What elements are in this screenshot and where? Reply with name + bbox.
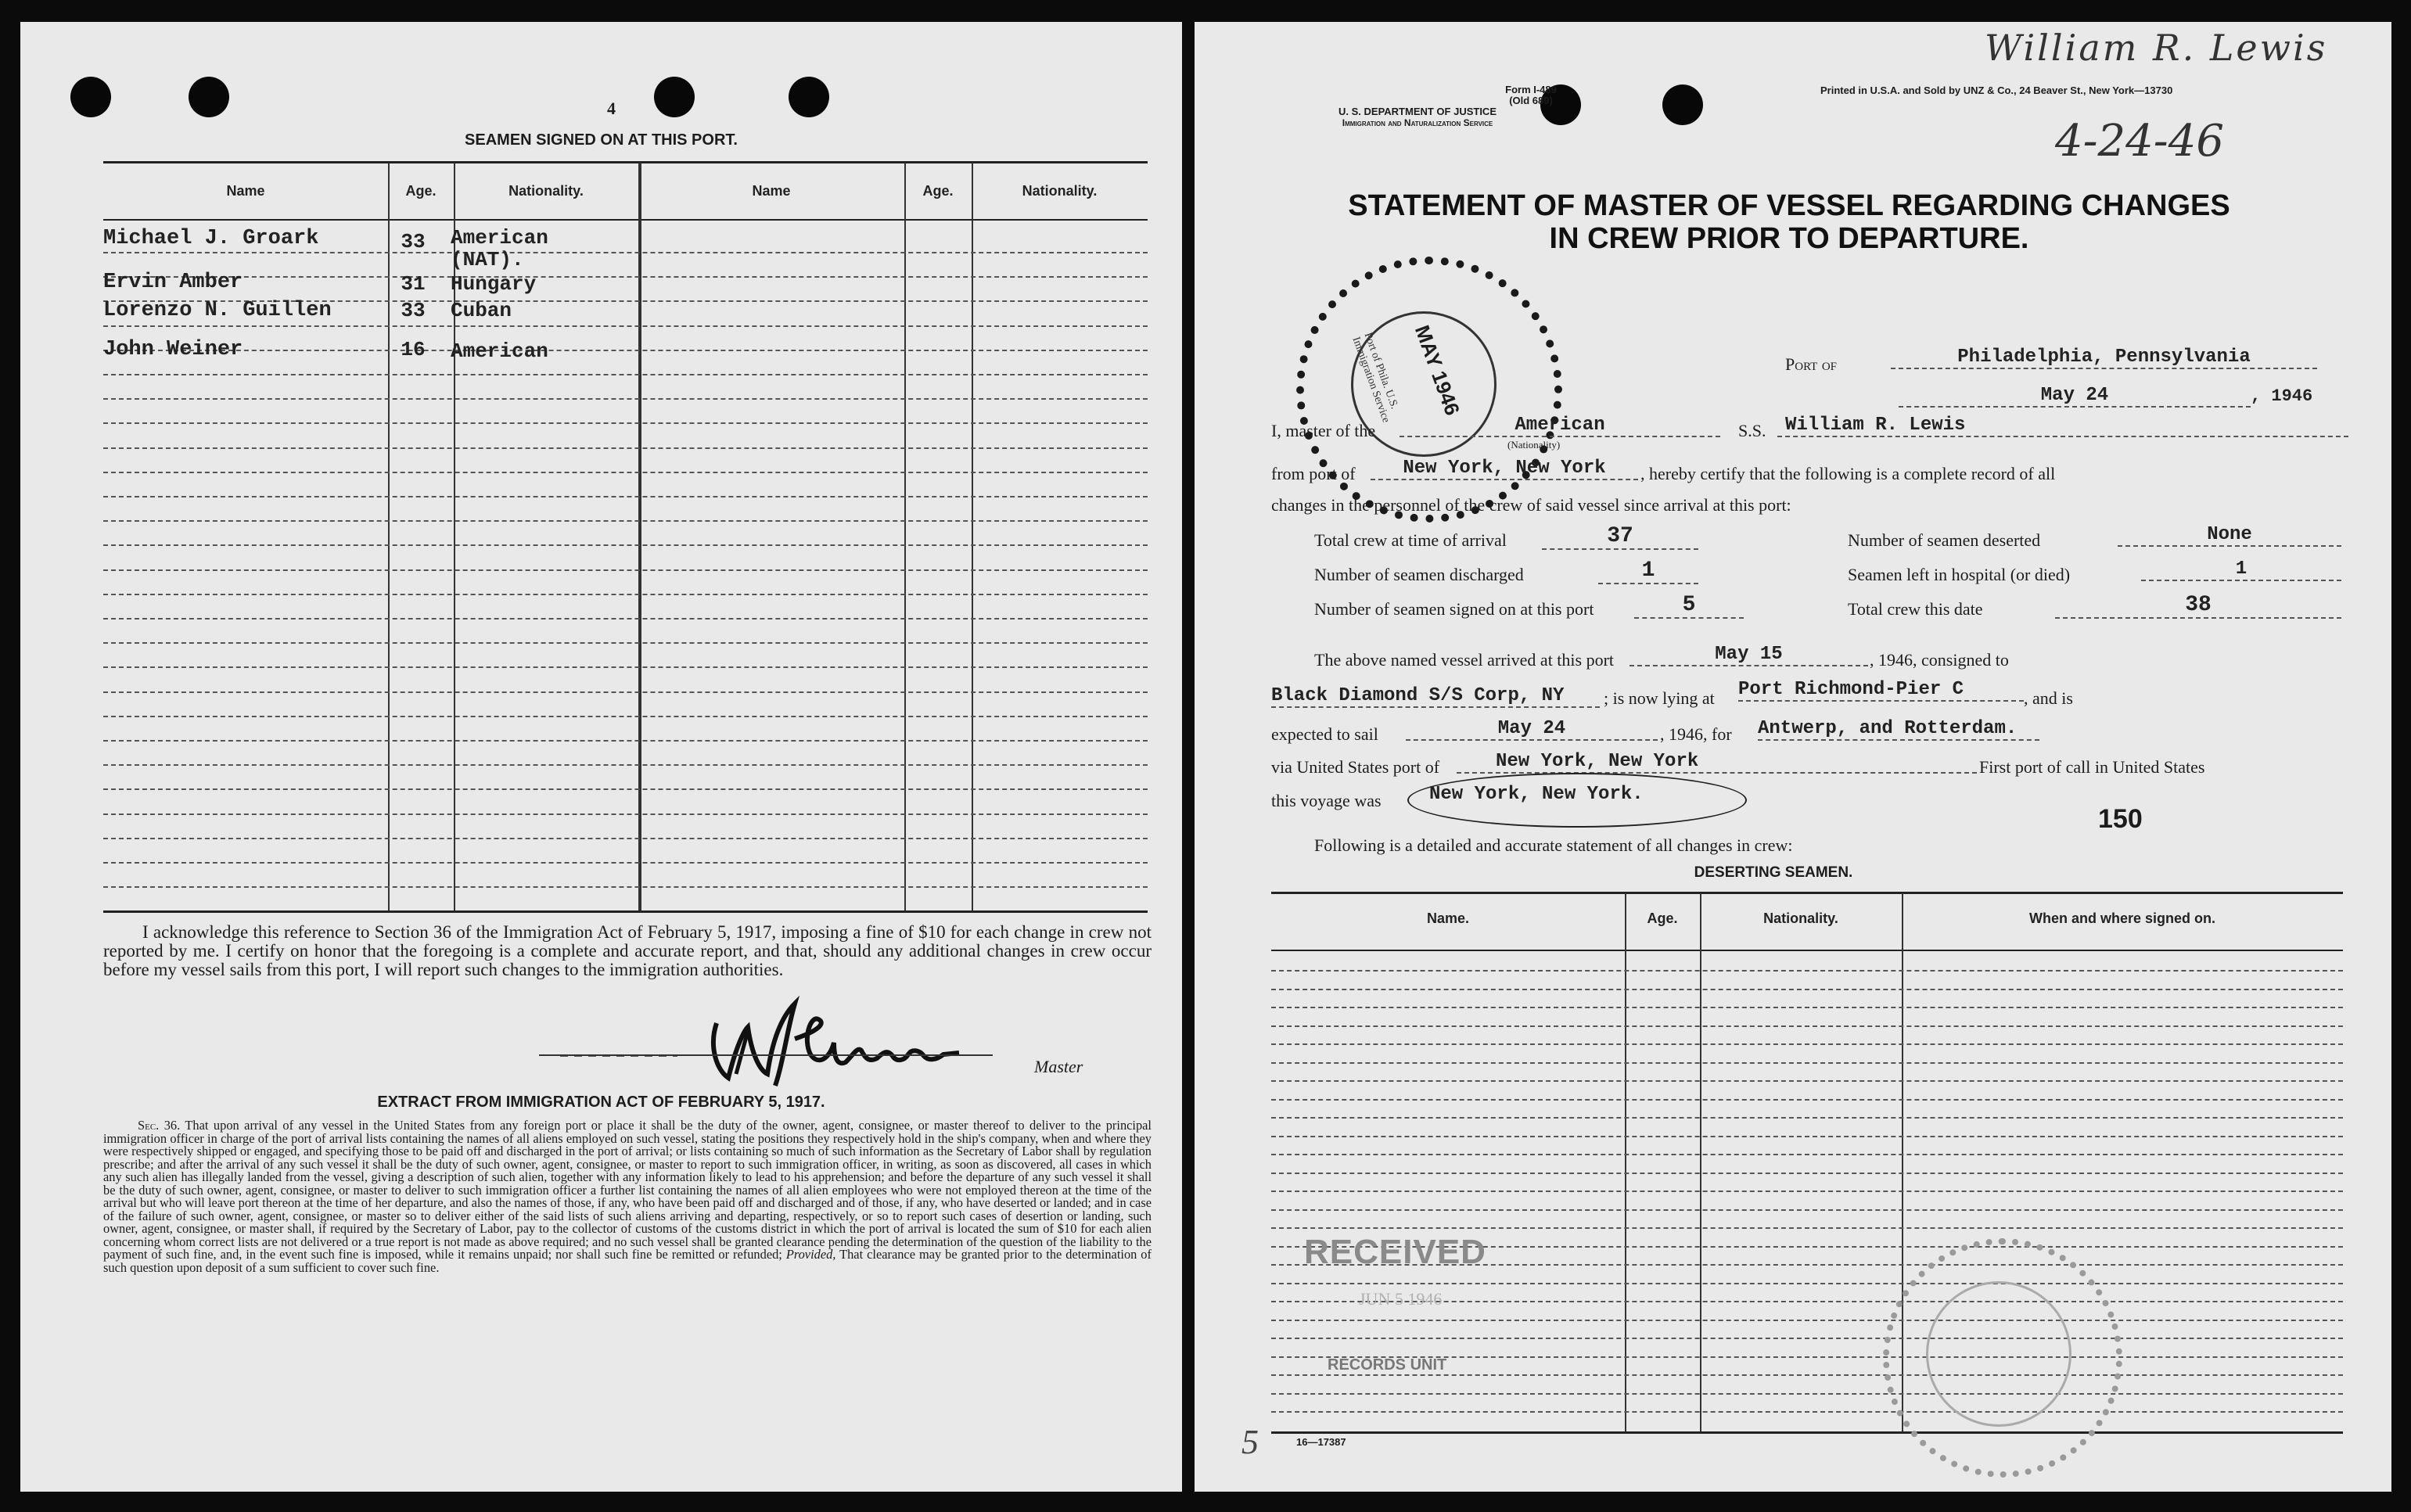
stat-value: 1 [2141, 558, 2341, 581]
col-nationality: Nationality. [508, 183, 584, 199]
ruling-line [1271, 1080, 2343, 1082]
punch-hole [789, 77, 829, 117]
extract-title: EXTRACT FROM IMMIGRATION ACT OF FEBRUARY 5, 1917. [377, 1094, 825, 1111]
arrived-year: , 1946, consigned to [1870, 650, 2009, 670]
handwritten-vessel-name: William R. Lewis [1985, 27, 2328, 69]
stat-label: Total crew this date [1848, 599, 1983, 619]
stat-label: Number of seamen signed on at this port [1314, 599, 1594, 619]
extract-section: Sec. 36. [138, 1118, 181, 1133]
stat-label: Seamen left in hospital (or died) [1848, 565, 2071, 584]
changes-text: changes in the personnel of the crew of said vessel since arrival at this port: [1271, 495, 1791, 515]
ruling-line [103, 472, 1148, 473]
ruling-line [103, 740, 1148, 742]
master-label: Master [1034, 1057, 1083, 1076]
extract-body [103, 1119, 1152, 1274]
expected-label: expected to sail [1271, 724, 1378, 744]
col-divider [1625, 893, 1626, 1431]
stat-value: None [2118, 524, 2341, 547]
ruling-line [103, 788, 1148, 790]
ruling-line [1271, 1338, 2343, 1339]
ruling-line [1271, 1411, 2343, 1413]
punch-hole [1662, 84, 1703, 125]
row-name: John Weiner [103, 338, 243, 361]
desert-col-name: Name. [1426, 910, 1470, 926]
row-name: Ervin Amber [103, 271, 243, 294]
header-rule [103, 219, 1148, 221]
ruling-line [1271, 1393, 2343, 1395]
form-title-line1: STATEMENT OF MASTER OF VESSEL REGARDING CHANGES [1348, 189, 2230, 222]
voyage-label: this voyage was [1271, 791, 1382, 810]
ruling-line [103, 447, 1148, 449]
ruling-line [103, 569, 1148, 571]
nationality-value: American [1400, 415, 1720, 437]
consignee-value: Black Diamond S/S Corp, NY [1271, 685, 1600, 708]
service: Immigration and Naturalization Service [1342, 117, 1493, 128]
ruling-line [1271, 1191, 2343, 1192]
row-nationality: American (NAT). [451, 226, 548, 271]
department: U. S. DEPARTMENT OF JUSTICE [1338, 106, 1497, 117]
stat-label: Number of seamen deserted [1848, 530, 2041, 550]
col-nationality-2: Nationality. [1022, 183, 1098, 199]
ruling-line [1271, 1062, 2343, 1064]
ruling-line [103, 642, 1148, 644]
table-top-rule [103, 161, 1148, 163]
form-old: (Old 689) [1509, 95, 1553, 106]
col-age-2: Age. [922, 183, 954, 199]
extract-tail: That clearance may be granted prior to the determination of such question upon deposit of a sum sufficient to cover such fine. [103, 1247, 1152, 1275]
ruling-line [103, 764, 1148, 766]
stamp-date: MAY 1946 [1410, 321, 1465, 418]
desert-bottom-rule [1271, 1431, 2343, 1434]
deserting-title: DESERTING SEAMEN. [1694, 864, 1853, 881]
stat-value: 5 [1634, 593, 1744, 619]
desert-col-age: Age. [1647, 910, 1678, 926]
ruling-line [103, 838, 1148, 839]
destination-value: Antwerp, and Rotterdam. [1758, 718, 2039, 741]
ruling-line [1271, 1007, 2343, 1008]
ruling-line [103, 325, 1148, 327]
ss-label: S.S. [1738, 421, 1766, 440]
ruling-line [1271, 989, 2343, 990]
form-number: 16—17387 [1296, 1436, 1346, 1448]
ruling-line [1271, 1025, 2343, 1027]
col-name: Name [226, 183, 265, 199]
master-signature [560, 984, 1029, 1094]
port-value: Philadelphia, Pennsylvania [1891, 347, 2317, 369]
from-port-value: New York, New York [1371, 458, 1638, 480]
ruling-line [103, 886, 1148, 888]
vessel-name: William R. Lewis [1777, 415, 2348, 437]
ruling-line [103, 813, 1148, 815]
extract-provided: Provided, [785, 1247, 836, 1262]
ruling-line [1271, 970, 2343, 971]
section-title: SEAMEN SIGNED ON AT THIS PORT. [465, 131, 738, 149]
ruling-line [1271, 1320, 2343, 1321]
lying-label: ; is now lying at [1604, 688, 1715, 708]
received-stamp: RECEIVED [1304, 1233, 1486, 1271]
ruling-line [103, 544, 1148, 546]
punch-hole [189, 77, 229, 117]
ruling-line [103, 496, 1148, 497]
via-value: New York, New York [1457, 751, 1977, 774]
col-name-2: Name [752, 183, 791, 199]
row-nationality: Cuban [451, 299, 512, 322]
desert-col-signed: When and where signed on. [2028, 910, 2216, 926]
row-age: 16 [401, 338, 426, 361]
nationality-caption: (Nationality) [1507, 439, 1561, 451]
left-page [20, 22, 1182, 1492]
ruling-line [103, 374, 1148, 375]
date-value: May 24 [1899, 385, 2251, 408]
following-text: Following is a detailed and accurate statement of all changes in crew: [1314, 835, 1793, 855]
records-unit: RECORDS UNIT [1328, 1356, 1447, 1374]
ruling-line [1271, 1227, 2343, 1229]
ruling-line [1271, 1173, 2343, 1174]
signature-line [539, 1054, 993, 1056]
ruling-line [103, 422, 1148, 424]
form-id: Form I-489 [1505, 84, 1557, 95]
ruling-line [103, 594, 1148, 595]
first-port-label: First port of call in United States [1979, 757, 2205, 777]
date-year: , 1946 [2251, 386, 2313, 406]
col-age: Age. [405, 183, 437, 199]
printer-note: Printed in U.S.A. and Sold by UNZ & Co., 24 Beaver St., New York—13730 [1820, 84, 2173, 96]
row-nationality: American [451, 339, 548, 363]
stat-value: 37 [1542, 524, 1698, 550]
department-block [1288, 106, 1547, 128]
row-nationality: Hungary [451, 272, 537, 296]
extract-text: That upon arrival of any vessel in the United States from any foreign port or place it shall be the duty of the owner, agent, consignee, or master thereof to deliver to the principal immigration officer in charge of the port of arrival lists containing the names of all aliens employed on such vessel, stating the positions they respectively hold in the ship's company, when and where they were respectively shipped or engaged, and specifying those to be paid off and discharged in the port of arrival; or lists containing so much of such information as the Secretary of Labor shall by regulation prescribe; and after the arrival of any such vessel it shall be the duty of such owner, agent, consignee, or master to report to such immigration officer, in writing, as soon as discovered, all cases in which any such alien has illegally landed from the vessel, giving a description of such alien, together with any information likely to lead to his apprehension; and before the departure of any such vessel it shall be the duty of such owner, agent, consignee, or master to deliver to such immigration officer a further list containing the names of all alien employees who were not employed thereon at the time of the arrival but who will leave port thereon at the time of her departure, and also the names of those, if any, who have been paid off and discharged and of those, if any, who have deserted or landed; and in case of the failure of such owner, agent, consignee, or master so to deliver either of the said lists of such aliens arriving and departing, respectively, or so to report such cases of desertion or landing, such owner, agent, consignee, or master shall, if required by the Secretary of Labor, pay to the collector of customs of the customs district in which the port of arrival is located the sum of $10 for each alien concerning whom correct lists are not delivered or a true report is not made as above required; and no such vessel shall be granted clearance pending the determination of the question of the liability to the payment of such fine, and, in the event such fine is imposed, while it remains unpaid; nor shall such fine be remitted or refunded; [103, 1118, 1152, 1262]
master-of-label: I, master of the [1271, 421, 1376, 440]
ruling-line [1271, 1043, 2343, 1045]
stat-label: Total crew at time of arrival [1314, 530, 1507, 550]
ruling-line [1271, 1136, 2343, 1137]
form-title-line2: IN CREW PRIOR TO DEPARTURE. [1549, 222, 2029, 255]
acknowledgement-text: I acknowledge this reference to Section 36 of the Immigration Act of February 5, 1917, imposing a fine of $10 for each change in crew not reported by me. I certify on honor that the foregoing is a complete and accurate report, and that, should any additional changes in crew occur before my vessel sails from this port, I will report such changes to the immigration authorities. [103, 922, 1152, 979]
desert-header-rule [1271, 950, 2343, 951]
ruling-line [103, 252, 1148, 253]
ruling-line [1271, 1154, 2343, 1155]
lying-value: Port Richmond-Pier C [1738, 679, 2024, 702]
round-stamp-inner [1926, 1281, 2071, 1427]
ruling-line [1271, 1099, 2343, 1101]
via-label: via United States port of [1271, 757, 1440, 777]
punch-hole [654, 77, 695, 117]
ruling-line [103, 862, 1148, 864]
ruling-line [103, 520, 1148, 522]
stat-value: 38 [2055, 593, 2341, 619]
port-label: Port of [1785, 354, 1838, 374]
arrived-value: May 15 [1629, 644, 1868, 666]
ruling-line [1271, 1209, 2343, 1211]
stat-label: Number of seamen discharged [1314, 565, 1524, 584]
row-age: 31 [401, 272, 426, 296]
form-title [1195, 189, 2384, 255]
certify-text: , hereby certify that the following is a complete record of all [1640, 464, 2056, 483]
expected-value: May 24 [1406, 718, 1658, 741]
desert-top-rule [1271, 892, 2343, 894]
ruling-line [1271, 1117, 2343, 1119]
received-date: JUN 5 1946 [1359, 1289, 1443, 1309]
stat-value: 1 [1598, 558, 1698, 584]
col-divider [638, 163, 641, 910]
ruling-line [103, 666, 1148, 668]
ruling-line [1271, 1374, 2343, 1376]
ruling-line [103, 716, 1148, 717]
page-number: 4 [607, 99, 616, 118]
ruling-line [103, 350, 1148, 351]
arrived-label: The above named vessel arrived at this port [1314, 650, 1615, 670]
handwritten-date: 4-24-46 [2055, 116, 2224, 167]
punch-hole [70, 77, 111, 117]
row-name: Lorenzo N. Guillen [103, 299, 332, 322]
ruling-line [103, 618, 1148, 620]
col-divider [1700, 893, 1701, 1431]
desert-col-nationality: Nationality. [1763, 910, 1838, 926]
stamp-text: Port of Phila. U.S. Immigration Service [1349, 331, 1400, 425]
row-age: 33 [401, 299, 426, 322]
row-name: Michael J. Groark [103, 227, 319, 250]
row-age: 33 [401, 230, 426, 253]
corner-mark: 5 [1241, 1423, 1259, 1461]
and-is: , and is [2024, 688, 2073, 708]
right-page [1195, 22, 2391, 1492]
handwritten-number: 150 [2098, 804, 2143, 834]
ruling-line [103, 691, 1148, 693]
ruling-line [103, 276, 1148, 278]
voyage-value: New York, New York. [1429, 784, 1644, 805]
ruling-line [103, 398, 1148, 400]
table-bottom-rule [103, 910, 1148, 913]
expected-year: , 1946, for [1660, 724, 1732, 744]
col-divider [904, 163, 906, 910]
ruling-line [1271, 1283, 2343, 1284]
form-id-block [1453, 84, 1609, 106]
col-divider [972, 163, 973, 910]
from-port-label: from port of [1271, 464, 1356, 483]
